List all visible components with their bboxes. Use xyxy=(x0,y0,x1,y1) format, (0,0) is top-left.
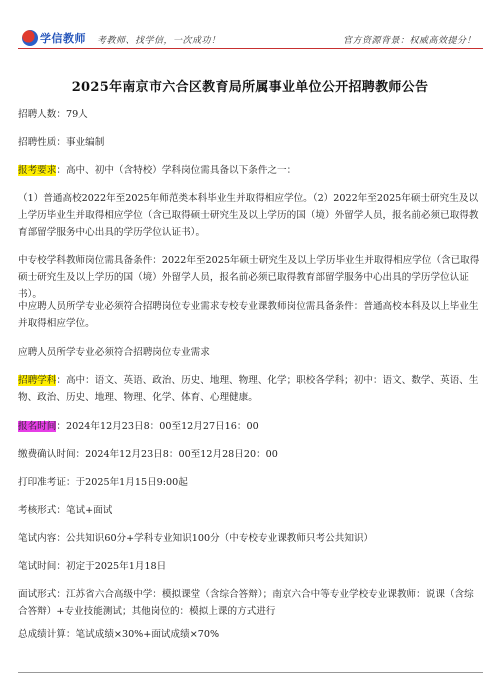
logo-text: 学信教师 xyxy=(40,32,86,45)
subjects-label: 招聘学科 xyxy=(18,375,57,386)
registration-time-text: ：2024年12月23日8：00至12月27日16：00 xyxy=(56,421,259,432)
brand-logo[interactable] xyxy=(22,30,86,46)
page-title: 2025年南京市六合区教育局所属事业单位公开招聘教师公告 xyxy=(71,80,429,95)
requirements-detail: （1）普通高校2022年至2025年师范类本科毕业生并取得相应学位。（2）2022年至2025年硕士研究生及以上学历毕业生并取得相应学位（含已取得硕士研究生及以上学历的国（境）外留学人员，报名前必须已取得教育部留学服务中心出具的学历学位认证书）。 xyxy=(18,193,479,238)
header-divider xyxy=(18,48,483,49)
requirements-label: 报考要求 xyxy=(18,165,57,176)
page-header xyxy=(0,0,500,60)
vocational-teacher-requirements: 中应聘人员所学专业必须符合招聘岗位专业需求专校专业课教师岗位需具备条件：普通高校本科及以上毕业生并取得相应学位。 xyxy=(18,301,479,329)
interview-format: 面试形式：江苏省六合高级中学：模拟课堂（含综合答辩）；南京六合中等专业学校专业课教师：说课（含综合答辩）+专业技能测试；其他岗位的：模拟上课的方式进行 xyxy=(18,589,474,617)
written-exam-date: 笔试时间：初定于2025年1月18日 xyxy=(18,561,167,572)
admission-ticket: 打印准考证：于2025年1月15日9:00起 xyxy=(18,477,188,488)
footer-divider xyxy=(18,672,483,673)
header-slogan-left: 考教师、找学信，一次成功！ xyxy=(97,36,221,46)
registration-time-label: 报名时间 xyxy=(18,421,57,432)
subjects xyxy=(18,372,483,406)
registration-time xyxy=(18,418,483,435)
requirements-intro xyxy=(18,162,483,179)
logo-icon xyxy=(22,30,38,46)
subjects-text: ：高中：语文、英语、政治、历史、地理、物理、化学；职校各学科；初中：语文、数学、英语、生物、政治、历史、地理、物理、化学、体育、心理健康。 xyxy=(18,375,479,403)
vocational-requirements: 中专校学科教师岗位需具备条件：2022年至2025年硕士研究生及以上学历毕业生并取得相应学位（含已取得硕士研究生及以上学历的国（境）外留学人员，报名前必须已取得教育部留学服务中心出具的学历学位认证书）。 xyxy=(18,255,480,300)
header-slogan-right: 官方资源背景：权威高效提分！ xyxy=(342,36,476,46)
recruit-nature: 招聘性质：事业编制 xyxy=(18,137,105,148)
total-score-formula: 总成绩计算：笔试成绩×30%+面试成绩×70% xyxy=(18,629,220,640)
recruit-count: 招聘人数：79人 xyxy=(18,109,88,120)
requirements-text: ：高中、初中（含特校）学科岗位需具备以下条件之一： xyxy=(56,165,297,176)
payment-confirm-time: 缴费确认时间：2024年12月23日8：00至12月28日20：00 xyxy=(18,449,278,460)
exam-format: 考核形式：笔试+面试 xyxy=(18,505,113,516)
written-exam-content: 笔试内容：公共知识60分+学科专业知识100分（中专校专业课教师只考公共知识） xyxy=(18,533,374,544)
major-requirement: 应聘人员所学专业必须符合招聘岗位专业需求 xyxy=(18,347,210,358)
